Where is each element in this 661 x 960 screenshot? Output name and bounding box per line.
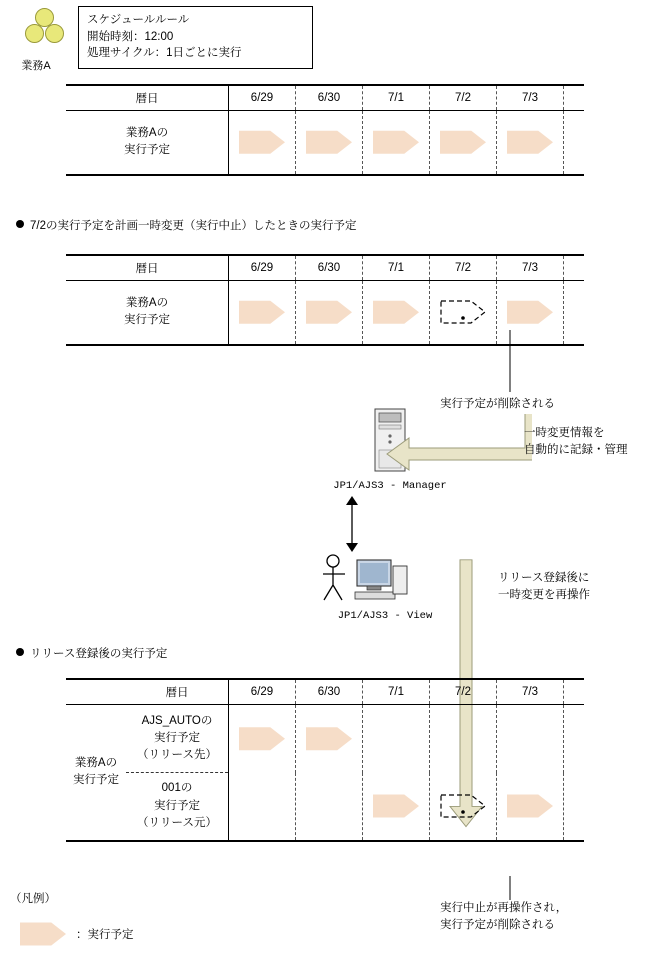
table-row <box>66 679 584 705</box>
table2-date-2: 7/1 <box>363 255 430 281</box>
execution-schedule-arrow <box>306 126 352 158</box>
deleted-schedule-outline-icon <box>440 296 486 328</box>
table-row <box>66 85 584 111</box>
table1-date-2: 7/1 <box>363 85 430 111</box>
table1-date-end <box>564 85 585 111</box>
annotation-cancel-reapplied-line2: 実行予定が削除される <box>440 919 555 932</box>
execution-schedule-arrow <box>440 126 486 158</box>
schedule-table-3 <box>66 678 584 842</box>
table3-row2-label-line3: （リリース元） <box>137 816 217 829</box>
deleted-schedule-arrow <box>440 790 486 822</box>
table3-row2-label-line1: 001の <box>161 782 193 795</box>
bullet-dot-icon <box>16 220 24 228</box>
table3-row2-cell-4 <box>497 773 564 841</box>
table3-row2-cell-end <box>564 773 585 841</box>
table2-date-1: 6/30 <box>296 255 363 281</box>
legend-item <box>20 918 134 950</box>
deleted-schedule-outline-icon <box>440 790 486 822</box>
execution-schedule-arrow <box>507 126 553 158</box>
table3-row1-label-line2: 実行予定 <box>154 731 200 744</box>
manager-caption: JP1/AJS3 - Manager <box>333 480 447 492</box>
rule-line-3: 処理サイクル：1日ごとに実行 <box>87 47 242 60</box>
execution-schedule-arrow <box>507 296 553 328</box>
table2-date-4: 7/3 <box>497 255 564 281</box>
annotation-auto-record-line1: 一時変更情報を <box>524 427 605 439</box>
execution-schedule-arrow <box>306 723 352 755</box>
execution-schedule-arrow <box>373 126 419 158</box>
annotation-auto-record-line2: 自動的に記録・管理 <box>524 444 628 457</box>
execution-schedule-arrow <box>373 296 419 328</box>
job-label: 業務A <box>21 60 51 72</box>
table3-row1-cell-0 <box>229 705 296 773</box>
table2-cell-1 <box>296 281 363 345</box>
table3-group-label-line1: 業務Aの <box>74 757 118 769</box>
table2-date-end <box>564 255 585 281</box>
table1-cell-2 <box>363 111 430 175</box>
deleted-schedule-arrow <box>440 296 486 328</box>
table3-header-label: 暦日 <box>165 687 189 699</box>
annotation-cancel-reapplied-line1: 実行中止が再操作され， <box>440 902 568 914</box>
annotation-cancel-reapplied <box>440 900 567 935</box>
table3-row2-cell-1 <box>296 773 363 841</box>
schedule-table-1 <box>66 84 584 176</box>
table2-cell-2 <box>363 281 430 345</box>
table-1 <box>66 84 584 176</box>
table1-cell-3 <box>430 111 497 175</box>
table3-row1-cell-3 <box>430 705 497 773</box>
table2-header-label: 暦日 <box>135 263 159 275</box>
table2-row-label-line2: 実行予定 <box>124 314 170 327</box>
table1-row-label <box>66 111 229 175</box>
table2-date-3: 7/2 <box>430 255 497 281</box>
table3-row1-cell-end <box>564 705 585 773</box>
table1-row-label-line2: 実行予定 <box>124 144 170 157</box>
view-caption: JP1/AJS3 - View <box>337 610 433 622</box>
table-row <box>66 773 584 841</box>
annotation-after-release-line2: 一時変更を再操作 <box>498 589 590 602</box>
circle-left <box>25 24 44 43</box>
table3-group-label <box>66 705 126 841</box>
table3-row1-cell-4 <box>497 705 564 773</box>
table1-date-3: 7/2 <box>430 85 497 111</box>
table3-row1-label <box>126 705 229 773</box>
circle-right <box>45 24 64 43</box>
execution-schedule-arrow <box>239 296 285 328</box>
execution-schedule-arrow <box>239 126 285 158</box>
legend-item-label: ：実行予定 <box>76 929 134 941</box>
section-3-text: リリース登録後の実行予定 <box>30 648 168 660</box>
table2-cell-end <box>564 281 585 345</box>
section-2-text: 7/2の実行予定を計画一時変更（実行中止）したときの実行予定 <box>30 220 357 232</box>
table-row <box>66 255 584 281</box>
annotation-after-release <box>498 570 590 605</box>
section-2-heading <box>16 217 356 233</box>
table3-row1-cell-2 <box>363 705 430 773</box>
table3-row2-cell-3 <box>430 773 497 841</box>
table3-date-4: 7/3 <box>497 679 564 705</box>
table-3 <box>66 678 584 842</box>
table1-header-label: 暦日 <box>135 93 159 105</box>
table1-date-4: 7/3 <box>497 85 564 111</box>
table1-cell-4 <box>497 111 564 175</box>
section-3-heading <box>16 645 167 661</box>
table1-row-label-line1: 業務Aの <box>125 127 169 139</box>
table3-row1-label-line3: （リリース先） <box>137 749 217 762</box>
table3-row1-label-line1: AJS_AUTOの <box>141 714 213 727</box>
table3-row2-label-line2: 実行予定 <box>154 799 200 812</box>
bullet-dot-icon <box>16 648 24 656</box>
annotation-auto-record <box>524 425 628 460</box>
annotation-deleted-schedule: 実行予定が削除される <box>440 398 555 410</box>
rule-line-2: 開始時刻：12:00 <box>87 30 174 43</box>
rule-line-1: スケジュールルール <box>87 14 190 26</box>
legend-title: （凡例） <box>10 893 56 905</box>
table3-row2-cell-2 <box>363 773 430 841</box>
table3-group-label-line2: 実行予定 <box>73 774 119 787</box>
table3-date-0: 6/29 <box>229 679 296 705</box>
execution-schedule-arrow <box>306 296 352 328</box>
table1-date-0: 6/29 <box>229 85 296 111</box>
table1-cell-1 <box>296 111 363 175</box>
table1-date-1: 6/30 <box>296 85 363 111</box>
execution-schedule-arrow <box>373 790 419 822</box>
table3-row1-cell-1 <box>296 705 363 773</box>
table2-cell-0 <box>229 281 296 345</box>
table3-row2-label <box>126 773 229 841</box>
execution-schedule-arrow <box>507 790 553 822</box>
annotation-after-release-line1: リリース登録後に <box>498 572 590 584</box>
table2-date-0: 6/29 <box>229 255 296 281</box>
table-row <box>66 111 584 175</box>
temporary-change-flow-arrow <box>382 414 532 474</box>
table3-row2-cell-0 <box>229 773 296 841</box>
table3-date-end <box>564 679 585 705</box>
table3-group-label-head <box>66 679 126 705</box>
table1-cell-0 <box>229 111 296 175</box>
execution-schedule-arrow <box>239 723 285 755</box>
table3-date-1: 6/30 <box>296 679 363 705</box>
schedule-rule-box <box>78 6 313 69</box>
table2-row-label <box>66 281 229 345</box>
table1-cell-end <box>564 111 585 175</box>
table-row <box>66 705 584 773</box>
table2-row-label-line1: 業務Aの <box>125 297 169 309</box>
job-group-icon <box>14 8 74 64</box>
table3-date-2: 7/1 <box>363 679 430 705</box>
table3-date-3: 7/2 <box>430 679 497 705</box>
manager-view-link-arrow <box>340 496 370 556</box>
execution-schedule-arrow <box>20 918 66 950</box>
